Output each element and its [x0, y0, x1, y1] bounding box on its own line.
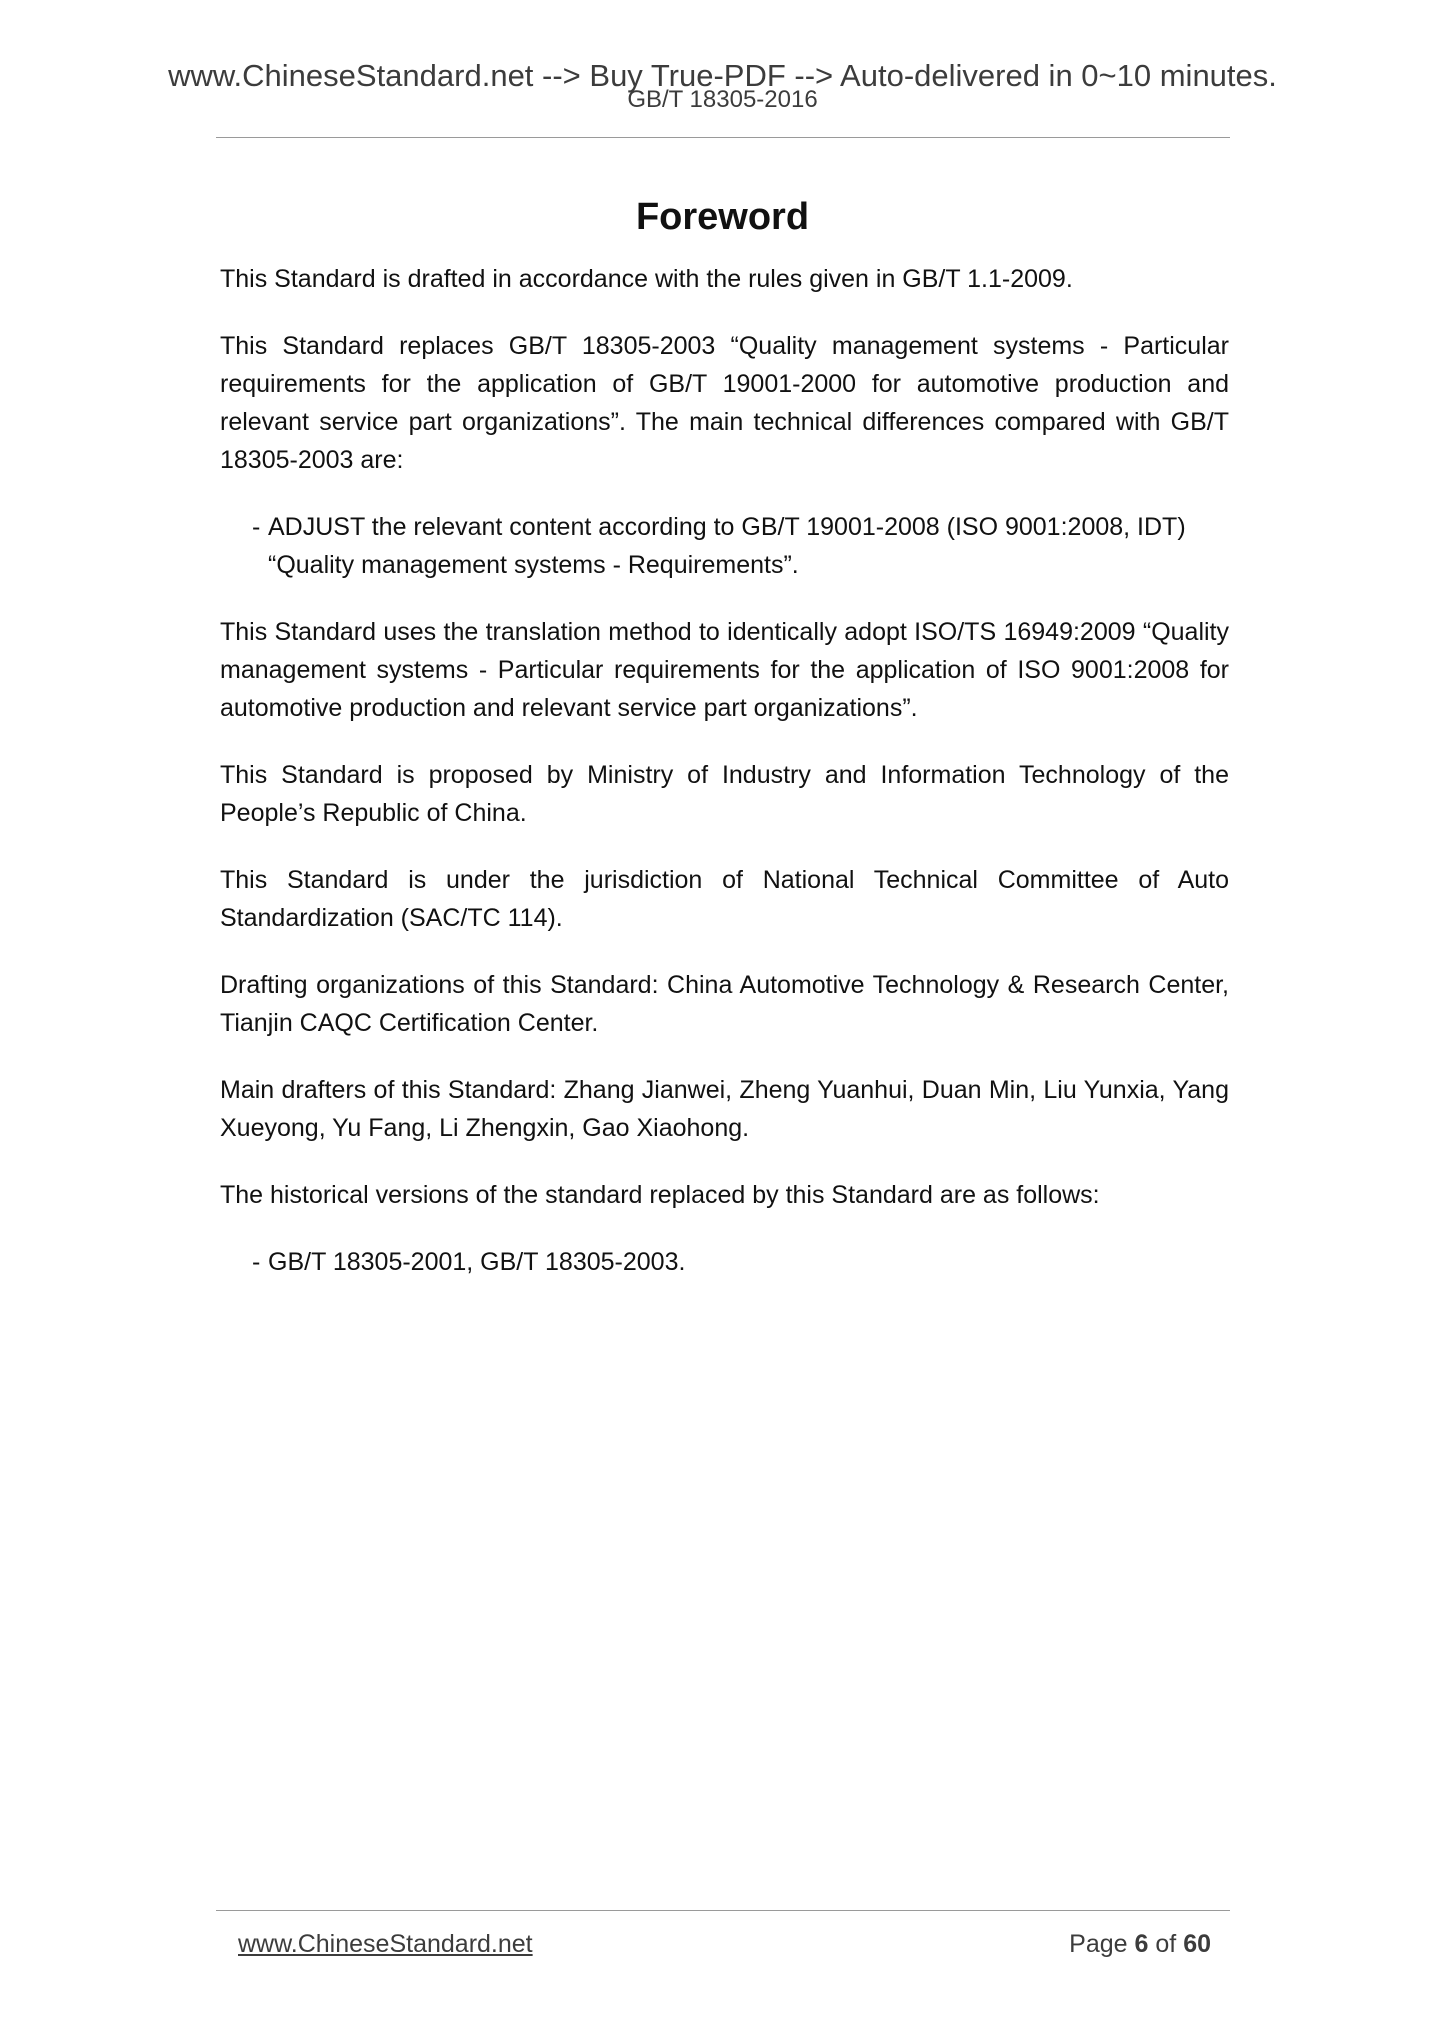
footer-site-link[interactable]: www.ChineseStandard.net	[238, 1930, 533, 1958]
list-item-adjust	[220, 508, 1229, 584]
standard-number: GB/T 18305-2016	[627, 86, 818, 113]
page-of-label: of	[1155, 1930, 1177, 1958]
list-item-text: ADJUST the relevant content according to GB/T 19001-2008 (ISO 9001:2008, IDT) “Quality management systems - Requirements”.	[268, 513, 1186, 579]
paragraph-historical-versions: The historical versions of the standard replaced by this Standard are as follows:	[220, 1181, 1100, 1209]
foreword-body	[220, 260, 1229, 1310]
paragraph-translation-method: This Standard uses the translation method to identically adopt ISO/TS 16949:2009 “Quality management systems - Particular requirements for the application of ISO 9001:2008 for automotive production and relevant service part organizations”.	[220, 618, 1229, 722]
footer-divider	[216, 1910, 1230, 1911]
paragraph-replaces: This Standard replaces GB/T 18305-2003 “Quality management systems - Particular requirements for the application of GB/T 19001-2000 for automotive production and relevant service part organizations”. The main technical differences compared with GB/T 18305-2003 are:	[220, 332, 1229, 474]
list-dash: -	[252, 513, 261, 541]
page-label: Page	[1069, 1930, 1128, 1958]
page-current: 6	[1134, 1930, 1149, 1958]
paragraph-drafting-rules: This Standard is drafted in accordance with the rules given in GB/T 1.1-2009.	[220, 265, 1073, 293]
list-dash: -	[252, 1248, 261, 1276]
list-item-text: GB/T 18305-2001, GB/T 18305-2003.	[268, 1248, 686, 1276]
page-indicator	[1069, 1928, 1211, 1960]
paragraph-drafting-organizations: Drafting organizations of this Standard: China Automotive Technology & Research Center, Tianjin CAQC Certification Center.	[220, 971, 1229, 1037]
paragraph-jurisdiction: This Standard is under the jurisdiction of National Technical Committee of Auto Standardization (SAC/TC 114).	[220, 866, 1229, 932]
page-title: Foreword	[635, 196, 810, 239]
page-total: 60	[1183, 1930, 1211, 1958]
site-banner: www.ChineseStandard.net --> Buy True-PDF --> Auto-delivered in 0~10 minutes.	[168, 58, 1277, 93]
paragraph-main-drafters: Main drafters of this Standard: Zhang Jianwei, Zheng Yuanhui, Duan Min, Liu Yunxia, Yang Xueyong, Yu Fang, Li Zhengxin, Gao Xiaohong.	[220, 1076, 1229, 1142]
paragraph-proposed-by: This Standard is proposed by Ministry of Industry and Information Technology of the People’s Republic of China.	[220, 761, 1229, 827]
list-item-historical	[220, 1243, 1229, 1281]
header-divider	[216, 137, 1230, 138]
